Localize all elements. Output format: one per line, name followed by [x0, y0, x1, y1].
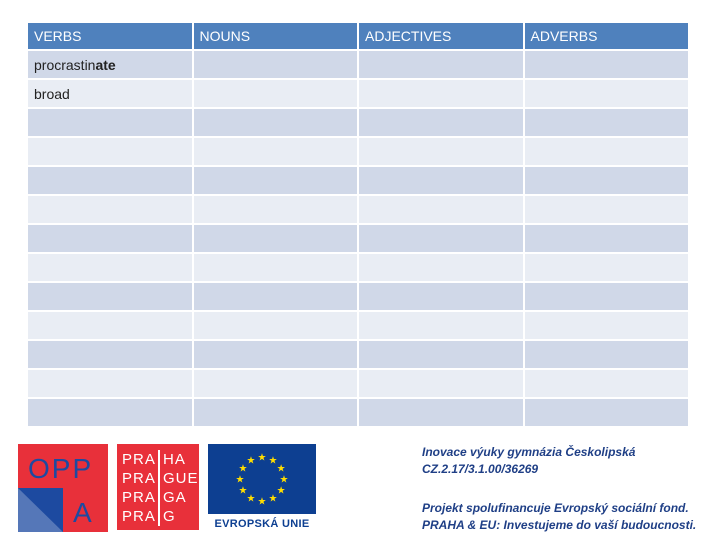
word-forms-table-container: [26, 21, 690, 428]
adverb-cell[interactable]: [524, 311, 690, 340]
noun-cell[interactable]: [193, 166, 359, 195]
adverb-cell[interactable]: [524, 253, 690, 282]
adjective-cell[interactable]: [358, 369, 524, 398]
project-line: Projekt spolufinancuje Evropský sociální fond.: [422, 501, 689, 515]
noun-cell[interactable]: [193, 195, 359, 224]
eu-star-icon: ★: [246, 455, 256, 467]
eu-label: EVROPSKÁ UNIE: [214, 518, 310, 530]
adverb-cell[interactable]: [524, 340, 690, 369]
adjective-cell[interactable]: [358, 166, 524, 195]
noun-cell[interactable]: [193, 224, 359, 253]
eu-star-icon: ★: [235, 474, 245, 486]
adjective-cell[interactable]: [358, 311, 524, 340]
adverb-cell[interactable]: [524, 195, 690, 224]
table-row: [27, 50, 689, 79]
project-line: PRAHA & EU: Investujeme do vaší budoucnosti.: [422, 518, 697, 532]
verb-cell[interactable]: [27, 137, 193, 166]
prague-logo-left: [122, 450, 156, 526]
verb-cell[interactable]: [27, 398, 193, 427]
table-row: [27, 340, 689, 369]
verb-cell[interactable]: [27, 311, 193, 340]
verb-text: broad: [34, 85, 70, 102]
eu-star-icon: ★: [246, 493, 256, 505]
adjective-cell[interactable]: [358, 282, 524, 311]
table-row: [27, 195, 689, 224]
adjective-cell[interactable]: [358, 137, 524, 166]
adjective-cell[interactable]: [358, 398, 524, 427]
project-line: CZ.2.17/3.1.00/36269: [422, 462, 539, 476]
adverb-cell[interactable]: [524, 137, 690, 166]
verb-cell[interactable]: [27, 166, 193, 195]
verb-cell[interactable]: [27, 253, 193, 282]
footer-logos: [0, 440, 720, 540]
verb-cell[interactable]: [27, 369, 193, 398]
table-body: [27, 50, 689, 427]
prague-logo-divider: [158, 450, 160, 526]
header-adverbs: ADVERBS: [524, 22, 690, 50]
noun-cell[interactable]: [193, 369, 359, 398]
eu-star-icon: ★: [276, 463, 286, 475]
adjective-cell[interactable]: [358, 79, 524, 108]
eu-star-icon: ★: [276, 485, 286, 497]
verb-text: procrastin: [34, 56, 96, 73]
prague-logo: [117, 444, 199, 530]
adjective-cell[interactable]: [358, 195, 524, 224]
noun-cell[interactable]: [193, 253, 359, 282]
prague-text: GUE: [163, 470, 199, 487]
prague-text: PRA: [122, 451, 156, 468]
header-verbs: VERBS: [27, 22, 193, 50]
opp-logo-top-text: OPP: [28, 453, 94, 484]
table-row: [27, 137, 689, 166]
word-forms-table: [26, 21, 690, 428]
adverb-cell[interactable]: [524, 369, 690, 398]
table-row: [27, 224, 689, 253]
noun-cell[interactable]: [193, 311, 359, 340]
eu-star-icon: ★: [268, 455, 278, 467]
table-row: [27, 311, 689, 340]
verb-cell[interactable]: [27, 79, 193, 108]
eu-star-icon: ★: [257, 452, 267, 464]
verb-suffix-bold: ate: [95, 56, 116, 73]
prague-text: PRA: [122, 470, 156, 487]
adverb-cell[interactable]: [524, 79, 690, 108]
prague-text: HA: [163, 451, 186, 468]
prague-logo-right: [163, 450, 199, 526]
project-info: [422, 444, 712, 534]
verb-cell[interactable]: [27, 50, 193, 79]
verb-cell[interactable]: [27, 108, 193, 137]
project-line: Inovace výuky gymnázia Českolipská: [422, 445, 636, 459]
verb-cell[interactable]: [27, 224, 193, 253]
adverb-cell[interactable]: [524, 398, 690, 427]
eu-star-icon: ★: [238, 485, 248, 497]
eu-star-icon: ★: [268, 493, 278, 505]
noun-cell[interactable]: [193, 50, 359, 79]
adverb-cell[interactable]: [524, 108, 690, 137]
noun-cell[interactable]: [193, 108, 359, 137]
adjective-cell[interactable]: [358, 253, 524, 282]
table-row: [27, 398, 689, 427]
eu-star-icon: ★: [257, 496, 267, 508]
verb-cell[interactable]: [27, 282, 193, 311]
adjective-cell[interactable]: [358, 224, 524, 253]
table-row: [27, 108, 689, 137]
eu-logo: [208, 444, 316, 532]
opp-logo-bottom-text: A: [73, 497, 92, 528]
table-row: [27, 282, 689, 311]
noun-cell[interactable]: [193, 137, 359, 166]
noun-cell[interactable]: [193, 398, 359, 427]
header-nouns: NOUNS: [193, 22, 359, 50]
header-row: [27, 22, 689, 50]
header-adjectives: ADJECTIVES: [358, 22, 524, 50]
adjective-cell[interactable]: [358, 50, 524, 79]
opp-logo: [18, 444, 108, 532]
adverb-cell[interactable]: [524, 224, 690, 253]
eu-flag-icon: [208, 444, 316, 514]
table-row: [27, 166, 689, 195]
table-row: [27, 253, 689, 282]
adjective-cell[interactable]: [358, 108, 524, 137]
noun-cell[interactable]: [193, 79, 359, 108]
adverb-cell[interactable]: [524, 50, 690, 79]
eu-star-icon: ★: [279, 474, 289, 486]
adverb-cell[interactable]: [524, 166, 690, 195]
noun-cell[interactable]: [193, 340, 359, 369]
adjective-cell[interactable]: [358, 340, 524, 369]
table-row: [27, 369, 689, 398]
adverb-cell[interactable]: [524, 282, 690, 311]
prague-text: GA: [163, 489, 187, 506]
verb-cell[interactable]: [27, 195, 193, 224]
verb-cell[interactable]: [27, 340, 193, 369]
prague-text: G: [163, 508, 176, 525]
prague-text: PRA: [122, 508, 156, 525]
noun-cell[interactable]: [193, 282, 359, 311]
table-row: [27, 79, 689, 108]
prague-text: PRA: [122, 489, 156, 506]
eu-star-icon: ★: [238, 463, 248, 475]
